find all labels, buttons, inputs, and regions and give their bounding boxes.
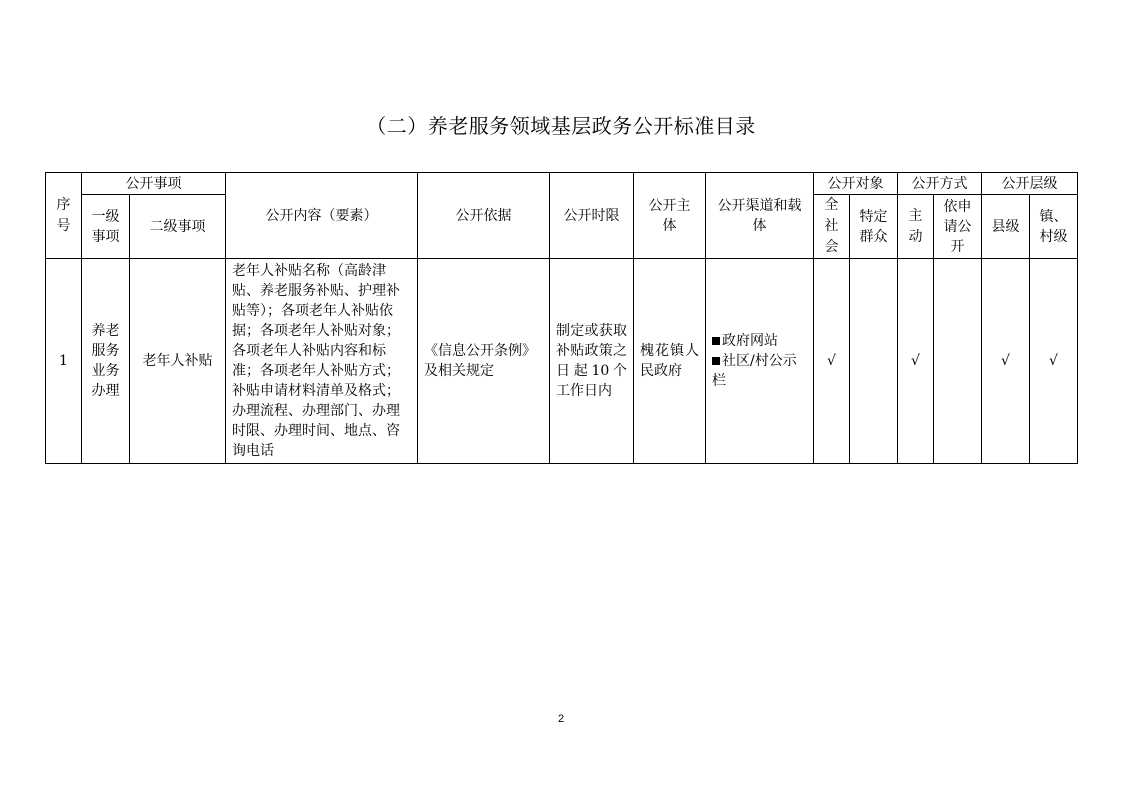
channel-item: 政府网站: [712, 331, 807, 351]
cell-seq: 1: [46, 259, 82, 464]
black-square-icon: [712, 357, 720, 365]
cell-level-town: √: [1030, 259, 1078, 464]
header-content: 公开内容（要素）: [226, 173, 418, 259]
cell-basis: 《信息公开条例》及相关规定: [418, 259, 550, 464]
page-number: 2: [557, 713, 565, 725]
header-public-items: 公开事项: [82, 173, 226, 195]
cell-subject: 槐花镇人民政府: [634, 259, 706, 464]
header-level2: 二级事项: [130, 195, 226, 259]
header-channel: 公开渠道和载体: [706, 173, 814, 259]
cell-method-apply: [934, 259, 982, 464]
cell-channels: [706, 259, 814, 464]
header-seq: 序号: [46, 173, 82, 259]
cell-audience-specific: [850, 259, 898, 464]
header-method-apply: 依申请公开: [934, 195, 982, 259]
cell-level-county: √: [982, 259, 1030, 464]
header-row-1: [46, 173, 1078, 195]
channel-item: 社区/村公示栏: [712, 353, 797, 389]
header-audience-specific: 特定群众: [850, 195, 898, 259]
page-title: （二）养老服务领域基层政务公开标准目录: [366, 114, 756, 138]
header-time-limit: 公开时限: [550, 173, 634, 259]
header-level: 公开层级: [982, 173, 1078, 195]
header-level1: 一级事项: [82, 195, 130, 259]
standard-catalog-table: [45, 172, 1078, 464]
cell-time-limit: 制定或获取补贴政策之日起10个工作日内: [550, 259, 634, 464]
cell-method-active: √: [898, 259, 934, 464]
header-basis: 公开依据: [418, 173, 550, 259]
header-subject: 公开主体: [634, 173, 706, 259]
header-level-county: 县级: [982, 195, 1030, 259]
header-method-active: 主动: [898, 195, 934, 259]
header-audience-all: 全社会: [814, 195, 850, 259]
black-square-icon: [712, 337, 720, 345]
header-audience: 公开对象: [814, 173, 898, 195]
table-row: [46, 259, 1078, 464]
cell-level2: 老年人补贴: [130, 259, 226, 464]
cell-level1: 养老服务业务办理: [82, 259, 130, 464]
header-method: 公开方式: [898, 173, 982, 195]
cell-audience-all: √: [814, 259, 850, 464]
cell-content: 老年人补贴名称（高龄津贴、养老服务补贴、护理补贴等）；各项老年人补贴依据；各项老年人补贴对象；各项老年人补贴内容和标准；各项老年人补贴方式；补贴申请材料清单及格式；办理流程、办理部门、办理时限、办理时间、地点、咨询电话: [226, 259, 418, 464]
header-level-town: 镇、村级: [1030, 195, 1078, 259]
